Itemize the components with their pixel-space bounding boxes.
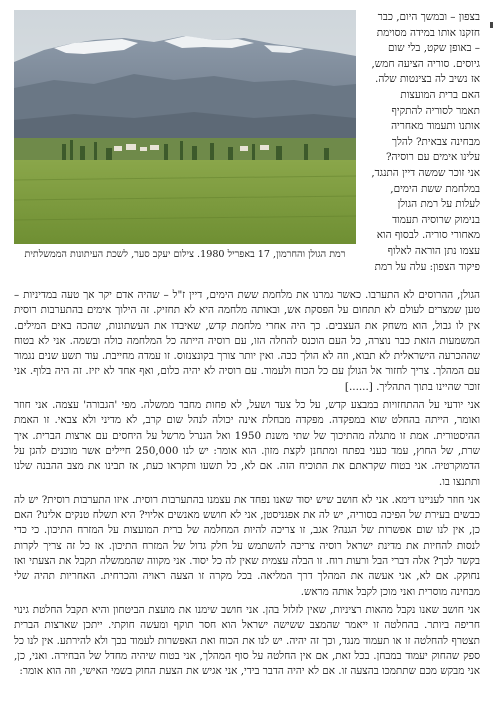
- side-line: עצמו נתן הוראה לאלוף: [387, 244, 480, 257]
- body-paragraph: אני חושב שאנו נקבל מהאות רציניות, שאין לזלזל בהן. אני חושב שימנו את מועצת הביטחון והיא תקבל החלטת גינוי חריפה ביותר. בהחלטה זו ייאמר שהמצב ששישה ישראל הוא חסר תוקף ומעשה חוקתי. ייתכן שארצות הברית תצטרף להחלטה זו או תעמוד מנגד, וכך זה יהיה. יש לנו את הכוח ואת האפשרות לעמוד בכך ולא להירתע. אין לנו כל ספק שהחוק יעמוד במבחן. בכל זאת, אם אין החלטה על סוף המהלך, אני בטוח שיהיה מחדל של הבחירה. ואני, כן, אני מבקש מכם שתתמכו בהצעה זו. אם לא יהיה הדבר בידי, אני אגיש את הצעת החוק בשמי האישי, וזה הוא אומר:: [14, 603, 480, 678]
- side-line: חזקנו אותו במידה מסוימת: [376, 26, 480, 39]
- side-line: אותנו ותעמוד מאחריה: [391, 120, 480, 133]
- body-paragraph: אני חוזר לעניינו דימא. אני לא חושב שיש יסוד שאנו נפחד את עצמנו בהתערבות רוסית. איזו התערבות רוסית? יש לה כבשים בעירת של הפיכה בסוריה, יש לה את אפגניסטן, אני לא חושש מאנשים אליוי? היא תשלח טנקים אלינו? האם כן, אין לנו שום אפשרות של הגנה? אגב, זו צריכה להיות המחלמה של ברית המועצות על המזרח התיכון. כי כדי לנסות להחיות את מדינת ישראל רוסיה צריכה להשתמש על חלק גדול של המזרח התיכון. אז כל זה צריך לקרות בקשר לכך? אלה דברי הבל ורעות רוח. זו הבלה עצמית שאין לה כל יסוד. אני מקווה שהממשלה תקבל את הצעתי ואז נחוקק. אם לא, אני אעשה את המהלך דרך המליאה. בכל מקרה זו הצעה ראויה והכרחית. האחריות תהיה שלי מבחינה מוסרית ואני מוכן לקבל אותה מראש.: [14, 493, 480, 598]
- body-paragraph: הגולן, ההרוסים לא התערבו. כאשר גמרנו את מלחמת ששת הימים, דיין ז"ל – שהיה אדם יקר אך טעה במדיניות – טען שמצרים לעולם לא תתחום על הפסקת אש, ובאותה מלחמה היא לא תחזיק. זה הילוך אימים בהתערבות רוסית אין לו גבול, הוא משחק את העצבים. כך היה אחרי מלחמת קדש, שאיבדו את העשתונות, שהכה באים המילים. המשמעות הזאת כבר נוצרה, כל העם הוכנס להחלה הזו, עם רוסיה הייתה כל המלחמה כולה ובשמה. אני לא בטוח שההכרעה הישראלית לא תבוא, וזה לא הולך ככה. ואין יותר צורך בקונצנזוס. זו עמדה מחייבת. עוד תשע שנים נגמור עם המהלך. צריך לחזור אל הגולן עם כל הכוח ולעמוד. עם רוסיה לא יהיה כלום, ואף אחד לא יזיז. זה היה בלוף. אני זוכר שהיינו בתוך התהליך. [......]: [14, 289, 480, 393]
- side-line: לעלות על רמת הגולן: [397, 198, 480, 211]
- side-line: מבחינה צבאית? להלך: [391, 135, 480, 148]
- side-line: פיקוד הצפון: עלה על רמת: [374, 260, 480, 273]
- side-line: האם ברית המועצות: [400, 88, 480, 101]
- side-line: אני זוכר שמשה דיין התנגד,: [371, 166, 480, 179]
- side-line: – באופן שקט, בלי שום: [388, 42, 480, 55]
- side-line: מאחורי סוריה. לבסוף הוא: [376, 229, 480, 242]
- photo-caption: רמת הגולן והחרמון, 17 באפריל 1980. צילום יעקב סער, לשכת העיתונות הממשלתית: [24, 249, 346, 260]
- golan-hermon-photo: [14, 10, 356, 244]
- side-line: בנימוק שרוסיה תעמוד: [392, 213, 480, 226]
- side-line: תאמר לסוריה להתקיף: [391, 104, 480, 117]
- side-line: במלחמת ששת הימים,: [390, 182, 480, 195]
- side-line: אז נשיב לה בצינטות שלה.: [375, 73, 480, 86]
- side-line: גיוסים. סוריה הציעה חמש,: [371, 57, 480, 70]
- side-line: בצפון – ובמשך היום, כבר: [377, 11, 480, 23]
- body-paragraph: אני יודעי על ההתחזויות במבצע קדש, על כל צעד ושעל, לא פחות מחבר ממשלה. מפי 'הגבורה' עצמה. אני חוזר ואומר, הייתה בהחלט שוא במפקדה. מפקדה מבחלת אינה יכולה לנהל שום קרב, לא מדיני ולא צבאי. זו האמת ההיסטורית. אמת זו מתגלה מהתיכוך של שתי משנת 1950 ואל הגנרל מרשל על היחסים עם ארצות הברית. איך שרת, של החוץ, עמד כעני בפתח ומתחנן לקצת מזון. הוא אומר: יש לנו 250,000 חיילים אשר מוכנים להגן על הדמוקרטיה. אני בטוח שקראתם את התוכיח הזה. אם לא, כל תשעו ותקראו כעת, אז תבינו את מצב ההבנה שלנו ותתנצו בו.: [14, 399, 480, 488]
- side-line: עלינו אימים עם רוסיה?: [385, 151, 480, 164]
- side-column-text: [362, 10, 480, 275]
- landscape-photo-drawing: [14, 10, 356, 244]
- main-body-text: [14, 288, 480, 682]
